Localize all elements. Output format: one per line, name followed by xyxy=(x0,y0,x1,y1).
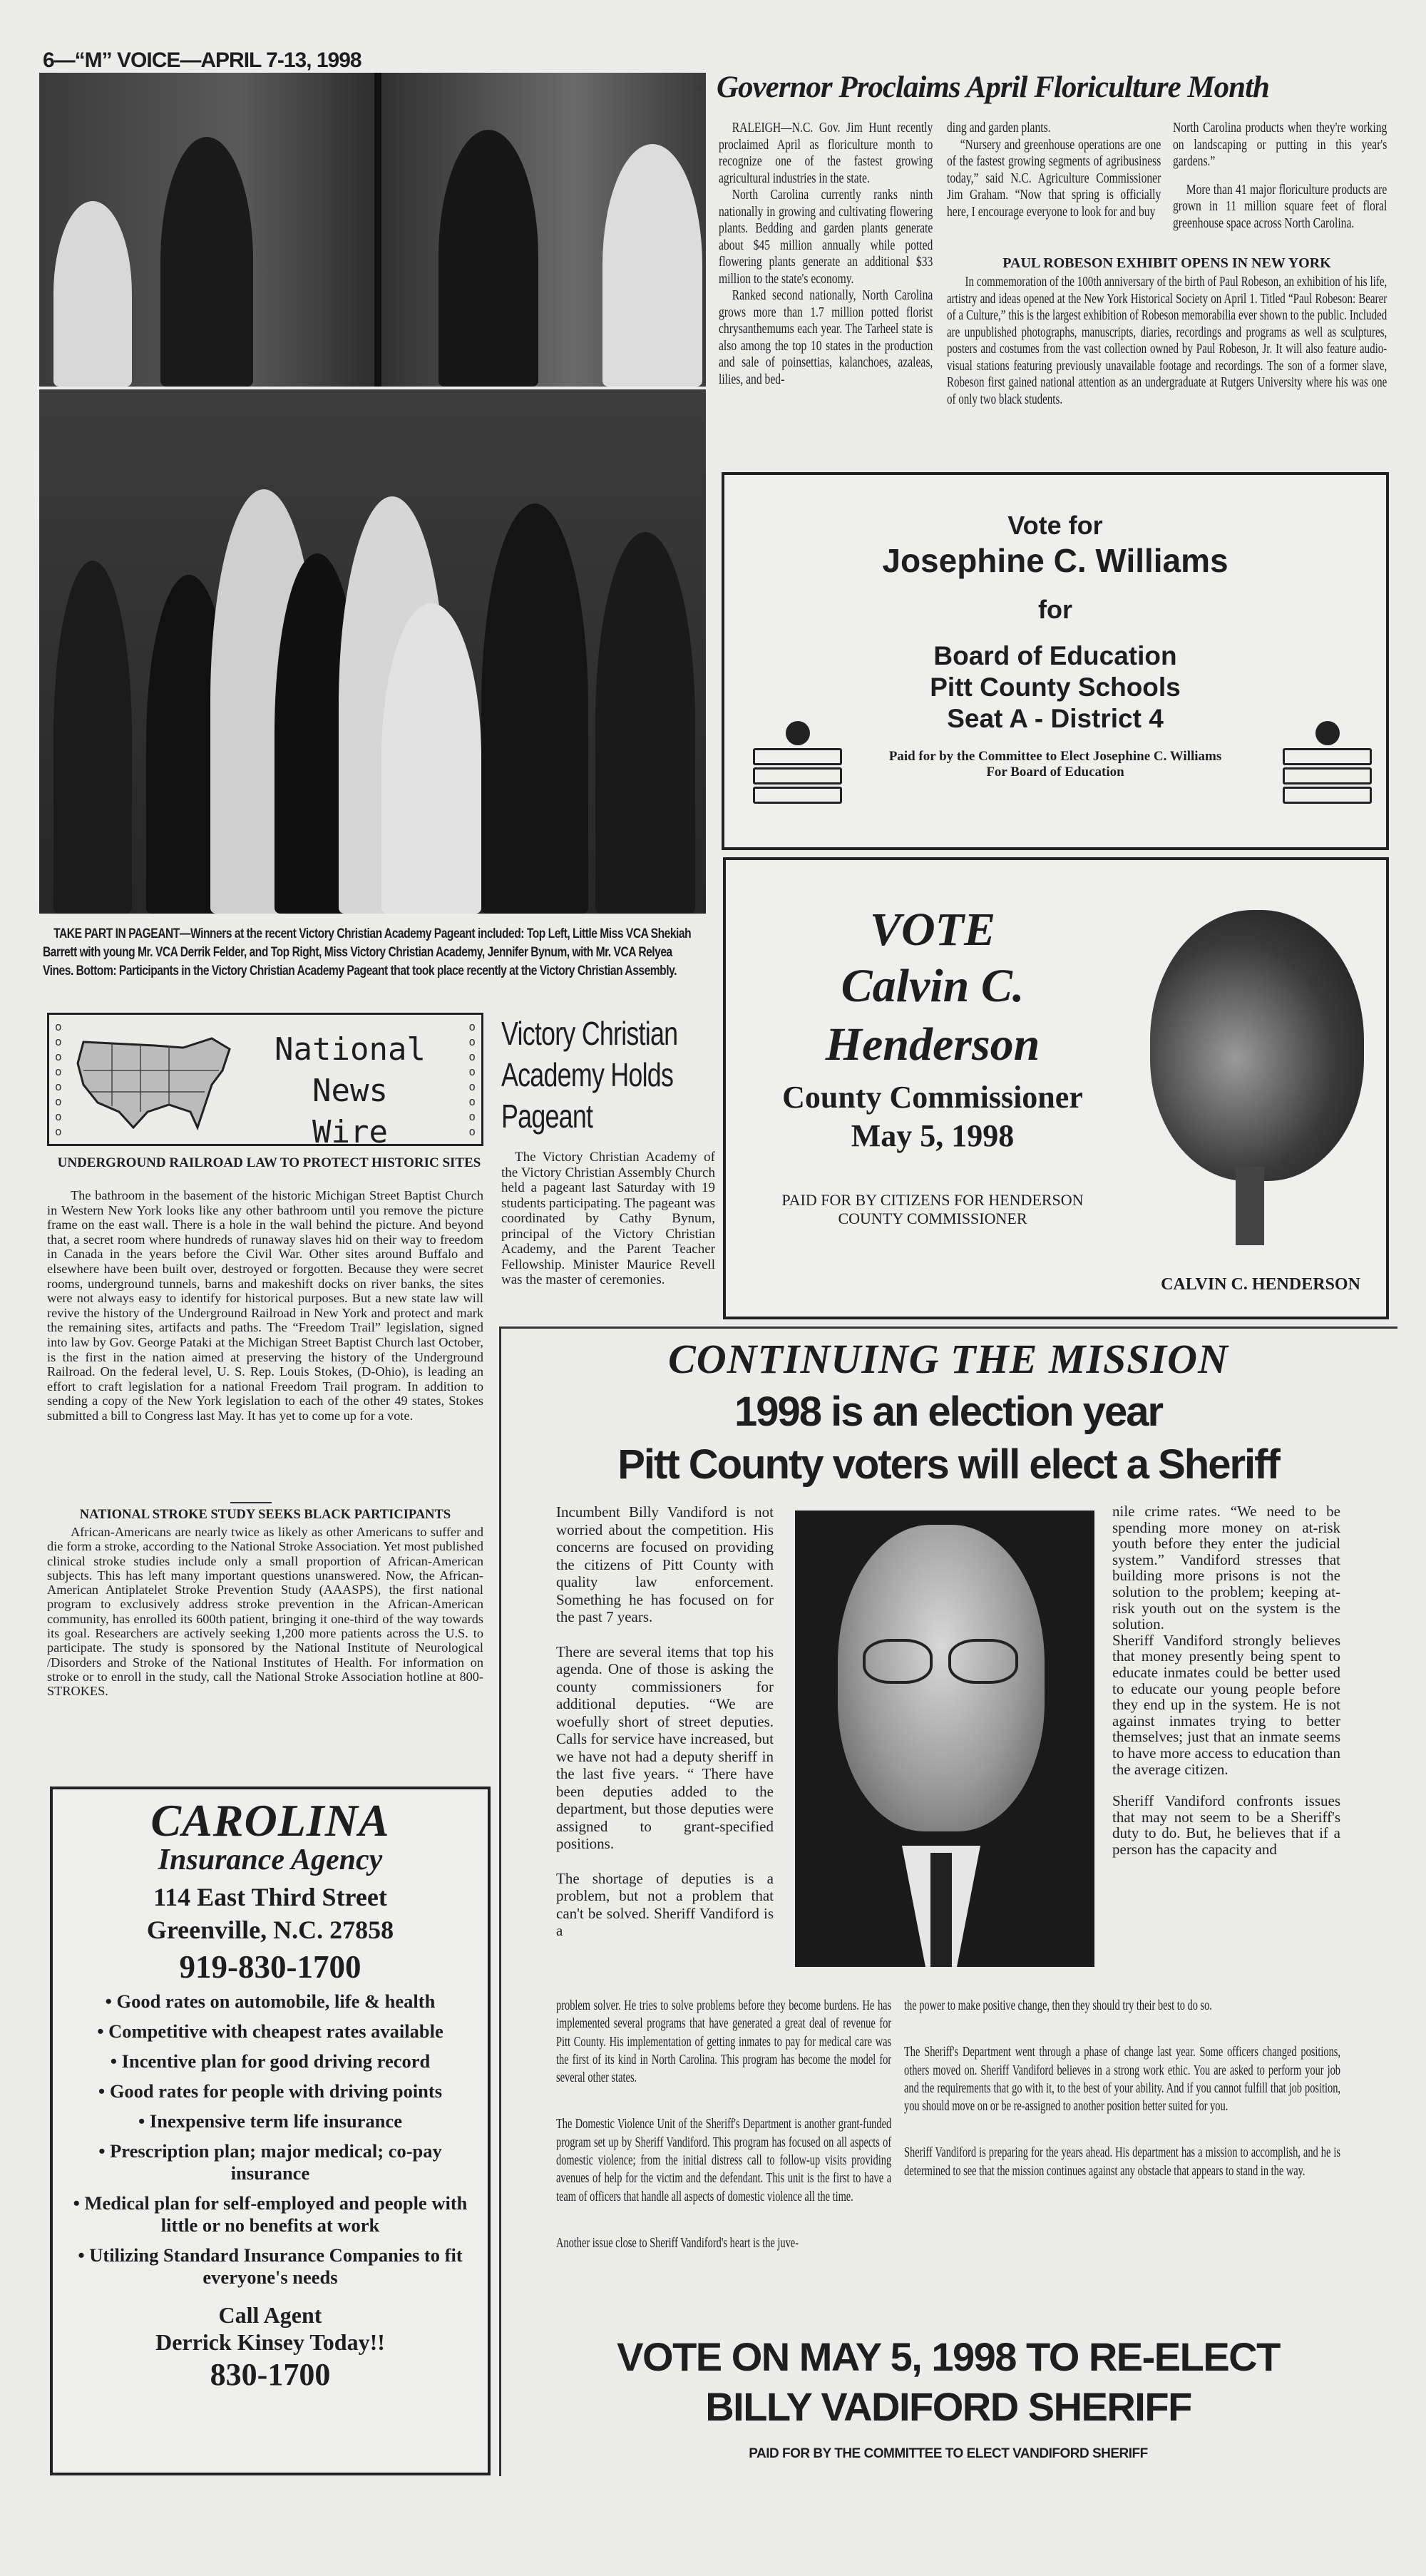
ad-line: Vote for xyxy=(1007,511,1103,540)
paragraph: The Sheriff's Department went through a phase of change last year. Some officers changed positions, others moved on. Sheriff Vandiford believes in a strong work ethic. You are asked to perform your job and the requirements that go with it, to the best of your ability. And if you cannot fulfill that job position, you should move on or be re-assigned to another position better suited for you. xyxy=(904,2044,1340,2115)
pageant-body: The Victory Christian Academy of the Victory Christian Assembly Church held a pageant last Saturday with 19 students participating. The pageant was coordinated by Cathy Bynum, principal of the Victory Christian Academy, and the Parent Teacher Fellowship. Minister Maurice Revell was the master of ceremonies. xyxy=(501,1150,715,1287)
floriculture-col3 xyxy=(1173,120,1387,232)
benefit-item: • Inexpensive term life insurance xyxy=(138,2110,402,2132)
national-news-wire-banner xyxy=(47,1013,483,1150)
address: 114 East Third Street xyxy=(153,1883,387,1911)
us-map-icon xyxy=(69,1028,233,1135)
candidate-name: Josephine C. Williams xyxy=(882,542,1228,579)
paragraph: There are several items that top his agenda. One of those is asking the county commissioners for additional deputies. “We are woefully short of street deputies. Calls for service have increased, but we have not had a deputy sheriff in the last five years. “ There have been deputies added to the department, but those deputies were assigned to grant-specified positions. xyxy=(556,1642,774,1852)
divider xyxy=(230,1502,272,1503)
benefits-list xyxy=(53,1988,488,2289)
office: Pitt County Schools xyxy=(930,673,1181,702)
page-folio: 6—“M” VOICE—APRIL 7-13, 1998 xyxy=(43,48,361,72)
cta: Derrick Kinsey Today!! xyxy=(155,2329,385,2355)
sheriff-lower-left xyxy=(556,1997,891,2252)
address: Greenville, N.C. 27858 xyxy=(146,1916,394,1944)
carolina-insurance-ad xyxy=(50,1787,491,2475)
perforation-icon: o o o o o o o o xyxy=(468,1020,476,1138)
floriculture-col1 xyxy=(719,120,933,388)
paid-for: PAID FOR BY CITIZENS FOR HENDERSON xyxy=(781,1191,1084,1209)
vote-heading: VOTE xyxy=(869,904,996,956)
paragraph: RALEIGH—N.C. Gov. Jim Hunt recently proclaimed April as floriculture month to recognize one of the fastest growing agricultural industries in the state. xyxy=(719,120,933,186)
williams-ad xyxy=(722,472,1389,850)
paragraph: Incumbent Billy Vandiford is not worried about the competition. His concerns are focused on providing the citizens of Pitt County with quality law enforcement. Something he has focused on for the past 7 years. xyxy=(556,1503,774,1625)
paragraph: ding and garden plants. xyxy=(947,120,1051,136)
phone-number: 919-830-1700 xyxy=(179,1949,361,1985)
perforation-icon: o o o o o o o o xyxy=(55,1020,62,1138)
pageant-photo-caption xyxy=(43,924,702,980)
railroad-headline: UNDERGROUND RAILROAD LAW TO PROTECT HISTORIC SITES xyxy=(57,1155,481,1170)
sheriff-headline: CONTINUING THE MISSION xyxy=(668,1336,1228,1382)
section-rule xyxy=(499,1327,1397,1329)
paragraph: Sheriff Vandiford strongly believes that money presently being spent to educate inmates could be better used to educate our young people before they end up in the system. He is not against inmates trying to better themselves; just that an inmate seems to have more access to education than the average citizen. xyxy=(1112,1631,1340,1778)
paid-for: For Board of Education xyxy=(986,765,1124,780)
pageant-photo-group xyxy=(39,389,706,914)
caption-text: —Winners at the recent Victory Christian Academy Pageant included: Top Left, Little Miss VCA Shekiah Barrett with young Mr. VCA Derrik Felder, and Top Right, Miss Victory Christian Academy, Jennifer Bynum, with Mr. VCA Relyea Vines. Bottom: Participants in the Victory Christian Academy Pageant that took place recently at the Victory Christian Assembly. xyxy=(43,926,692,978)
ad-line: for xyxy=(1038,595,1072,624)
floriculture-col2 xyxy=(947,120,1161,220)
banner-title xyxy=(236,1029,464,1153)
column-rule xyxy=(499,1328,501,2476)
benefit-item: • Utilizing Standard Insurance Companies to fit everyone's needs xyxy=(78,2244,463,2288)
paragraph: The Domestic Violence Unit of the Sheriff's Department is another grant-funded program set up by Sheriff Vandiford. This program has focused on all aspects of domestic violence; from the initial distress call to follow-up visits providing avenues of help for the victim and the defendant. This unit is the first to have a team of officers that handle all aspects of domestic violence all the time. xyxy=(556,2116,892,2204)
robeson-body: In commemoration of the 100th anniversary of the birth of Paul Robeson, an exhibition of his life, artistry and ideas opened at the New York Historical Society on April 1. Titled “Paul Robeson: Bearer of a Culture,” this is the largest exhibition of Robeson memorabilia ever shown to the public. Included are unpublished photographs, manuscripts, diaries, recordings and programs as well as sculptures, posters and costumes from the vast collection owned by Paul Robeson, Jr. It will also feature audio-visual stations featuring previously unavailable footage and recordings. The son of a former slave, Robeson first gained national attention as an undergraduate at Rutgers University where his was one of only two black students. xyxy=(947,274,1387,407)
paragraph: The shortage of deputies is a problem, but not a problem that can't be solved. Sheriff Vandiford is a xyxy=(556,1869,774,1939)
pageant-headline: Victory Christian Academy Holds Pageant xyxy=(501,1015,678,1135)
books-apple-icon xyxy=(753,721,842,804)
stroke-body: African-Americans are nearly twice as likely as other Americans to suffer and die form a stroke, according to the National Stroke Association. Yet most published clinical stroke studies include only a small proportion of African-American subjects. This has left many important questions unanswered. Now, the African-American Antiplatelet Stroke Prevention Study (AAASPS), the first national program to exclusively address stroke prevention in the African-American community, has enrolled its 600th patient, bringing it one-third of the way towards its goal. Researchers are actively seeking 1,200 more patients across the U.S. to participate. The study is sponsored by the National Institute of Neurological /Disorders and Stroke of the National Institutes of Health. For information on stroke or to enroll in the study, call the National Stroke Association hotline at 800-STROKES. xyxy=(47,1525,483,1699)
phone-number: 830-1700 xyxy=(210,2357,331,2392)
sheriff-lower-right xyxy=(904,1997,1340,2180)
agency-subtitle: Insurance Agency xyxy=(158,1844,383,1876)
benefit-item: • Good rates on automobile, life & health xyxy=(105,1990,436,2012)
vote-banner: VOTE ON MAY 5, 1998 TO RE-ELECT xyxy=(617,2334,1280,2379)
paragraph: “Nursery and greenhouse operations are one of the fastest growing segments of agribusiness today,” said N.C. Agriculture Commissioner Jim Graham. “Now that spring is officially here, I encourage everyone to look for and buy xyxy=(947,136,1161,220)
paragraph: the power to make positive change, then they should try their best to do so. xyxy=(904,1998,1212,2013)
benefit-item: • Medical plan for self-employed and people with little or no benefits at work xyxy=(73,2192,468,2236)
books-apple-icon xyxy=(1283,721,1372,804)
banner-title-line: Wire xyxy=(312,1114,388,1150)
benefit-item: • Incentive plan for good driving record xyxy=(110,2050,431,2072)
paragraph: problem solver. He tries to solve problems before they become burdens. He has implemented several programs that have generated a great deal of revenue for Pitt County. His implementation of getting inmates to pay for medical care was the first of its kind in North Carolina. This program has become the model for several other states. xyxy=(556,1998,892,2086)
paragraph: Sheriff Vandiford confronts issues that may not seem to be a Sheriff's duty to do. But, he believes that if a person has the capacity and xyxy=(1112,1792,1340,1858)
paid-for: Paid for by the Committee to Elect Josephine C. Williams xyxy=(888,749,1222,764)
paragraph: nile crime rates. “We need to be spending more money on at-risk youth before they enter the judicial system.” Vandiford stresses that building more prisons is not the solution to the problem; keeping at-risk youth out on the system is the solution. xyxy=(1112,1503,1340,1633)
paid-for: COUNTY COMMISSIONER xyxy=(838,1210,1027,1227)
benefit-item: • Competitive with cheapest rates available xyxy=(97,2020,443,2042)
floriculture-headline: Governor Proclaims April Floriculture Month xyxy=(717,71,1269,104)
sheriff-right-column xyxy=(1112,1503,1340,1857)
paragraph: North Carolina products when they're working on landscaping or putting in this year's gardens.” xyxy=(1173,120,1387,169)
office: County Commissioner xyxy=(782,1080,1083,1115)
benefit-item: • Good rates for people with driving points xyxy=(98,2080,443,2102)
agency-name: CAROLINA xyxy=(150,1795,390,1846)
paid-for: PAID FOR BY THE COMMITTEE TO ELECT VANDIFORD SHERIFF xyxy=(749,2446,1148,2461)
sheriff-subheadline: 1998 is an election year xyxy=(734,1389,1163,1435)
robeson-headline: PAUL ROBESON EXHIBIT OPENS IN NEW YORK xyxy=(1002,255,1331,271)
paragraph: Another issue close to Sheriff Vandiford's heart is the juve- xyxy=(556,2234,799,2251)
paragraph: More than 41 major floriculture products are grown in 11 million square feet of floral greenhouse space across North Carolina. xyxy=(1173,181,1387,231)
stroke-headline: NATIONAL STROKE STUDY SEEKS BLACK PARTICIPANTS xyxy=(79,1508,451,1522)
caption-lead: TAKE PART IN PAGEANT xyxy=(53,926,180,941)
office: Board of Education xyxy=(933,641,1177,670)
henderson-ad xyxy=(723,857,1389,1319)
photo-caption: CALVIN C. HENDERSON xyxy=(1161,1275,1360,1294)
candidate-name: Calvin C. xyxy=(841,960,1025,1012)
sheriff-subheadline: Pitt County voters will elect a Sheriff xyxy=(617,1441,1279,1488)
banner-title-line: National News xyxy=(275,1031,426,1109)
election-date: May 5, 1998 xyxy=(851,1118,1015,1153)
vandiford-portrait xyxy=(795,1511,1094,1967)
office: Seat A - District 4 xyxy=(947,704,1164,733)
cta: Call Agent xyxy=(218,2302,322,2328)
henderson-portrait xyxy=(1143,910,1371,1245)
paragraph: North Carolina currently ranks ninth nationally in growing and cultivating flowering plants. Bedding and garden plants generate about $45 million annually while potted flowering plants generate an additional $33 million to the state's economy. xyxy=(719,187,933,287)
sheriff-left-column xyxy=(556,1503,774,1940)
paragraph: Ranked second nationally, North Carolina grows more than 1.7 million potted florist chrysanthemums each year. The Tarheel state is also among the top 10 states in the production and sale of poinsettias, kalanchoes, azaleas, lilies, and bed- xyxy=(719,287,933,387)
paragraph: Sheriff Vandiford is preparing for the years ahead. His department has a mission to accomplish, and he is determined to see that the mission continues against any obstacle that appears to stand in the way. xyxy=(904,2145,1340,2179)
vote-banner: BILLY VADIFORD SHERIFF xyxy=(705,2384,1191,2429)
benefit-item: • Prescription plan; major medical; co-pay insurance xyxy=(98,2140,442,2184)
candidate-name: Henderson xyxy=(825,1018,1040,1070)
pageant-photo-top xyxy=(39,73,706,387)
railroad-body: The bathroom in the basement of the historic Michigan Street Baptist Church in Western New York looks like any other bathroom until you remove the picture frame on the east wall. There is a hole in the wall behind the picture. And beyond that, a secret room where hundreds of runaway slaves hid on their way to freedom in Canada in the years before the Civil War. Other sites around Buffalo and elsewhere have been built over, destroyed or forgotten. Because they were secret rooms, underground tunnels, barns and makeshift docks on river banks, the sites were not always easy to identify for historical purposes. But a new state law will revive the history of the Underground Railroad in New York and protect and mark the remaining sites, artifacts and paths. The “Freedom Trail” legislation, signed into law by Gov. George Pataki at the Michigan Street Baptist Church last October, is the first in the nation aimed at preserving the history of the Underground Railroad. On the federal level, U. S. Rep. Louis Stokes, (D-Ohio), is leading an effort to craft legislation for a national Freedom Trail program. In addition to sending a copy of the New York legislation to each of the other 49 states, Stokes submitted a bill to Congress last May. It has yet to come up for a vote. xyxy=(47,1188,483,1423)
